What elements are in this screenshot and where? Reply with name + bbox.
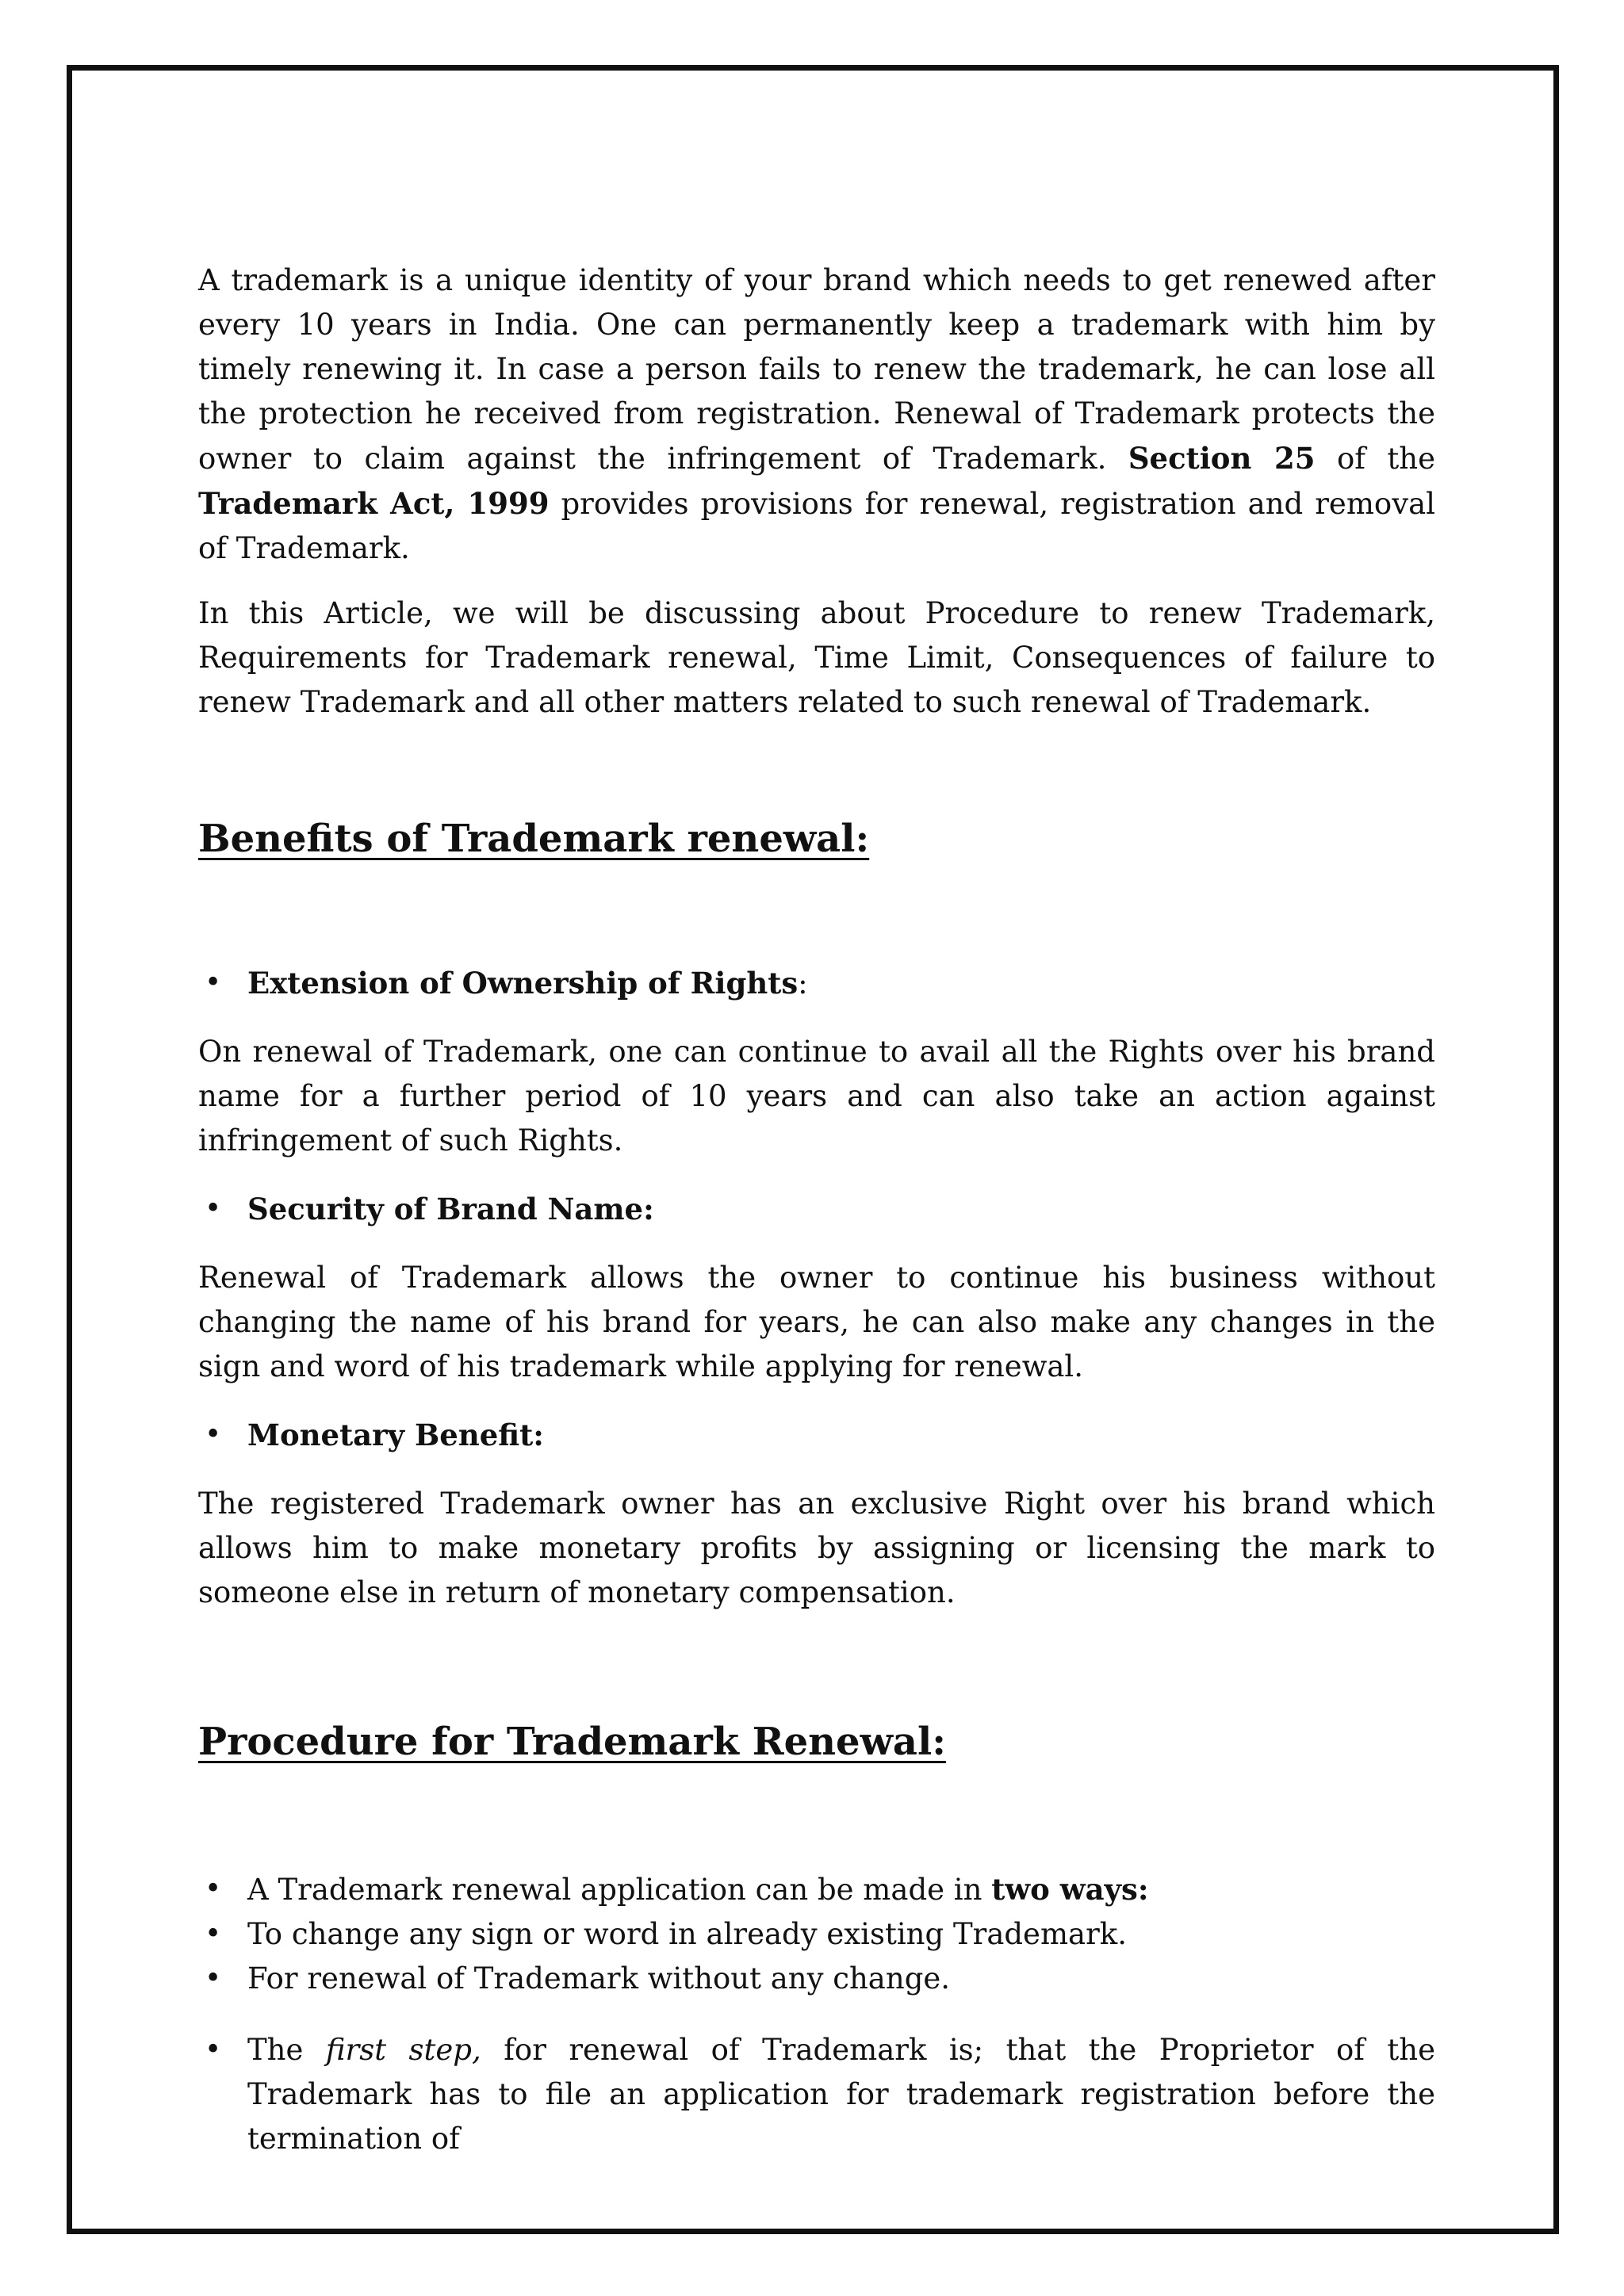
benefit-title-suffix: : bbox=[798, 966, 808, 1001]
procedure-item bbox=[198, 1867, 1435, 1912]
benefit-title: Security of Brand Name: bbox=[247, 1192, 654, 1226]
benefit-item-ownership bbox=[198, 961, 1435, 1006]
benefits-heading: Benefits of Trademark renewal: bbox=[198, 817, 870, 861]
procedure-text: for renewal of Trademark is; that the Proprietor of the Trademark has to file an application for trademark registration before the termination of bbox=[247, 2033, 1435, 2156]
benefit-description: Renewal of Trademark allows the owner to continue his business without changing the name of his brand for years, he can also make any changes in the sign and word of his trademark while applying for renewal. bbox=[198, 1261, 1435, 1383]
procedure-item: • For renewal of Trademark without any change. bbox=[198, 1957, 1435, 2001]
procedure-item bbox=[198, 2028, 1435, 2161]
intro-paragraph-1 bbox=[198, 258, 1435, 571]
benefit-item-security bbox=[198, 1187, 1435, 1232]
benefit-description: On renewal of Trademark, one can continue to avail all the Rights over his brand name for a further period of 10 years and can also take an action against infringement of such Rights. bbox=[198, 1035, 1435, 1158]
benefit-description: The registered Trademark owner has an exclusive Right over his brand which allows him to make monetary profits by assigning or licensing the mark to someone else in return of monetary compensation. bbox=[198, 1487, 1435, 1609]
procedure-text: The bbox=[247, 2033, 326, 2067]
procedure-heading: Procedure for Trademark Renewal: bbox=[198, 1720, 946, 1764]
document-body bbox=[198, 258, 1435, 2161]
benefit-item-monetary bbox=[198, 1413, 1435, 1458]
spacer bbox=[198, 2001, 1435, 2028]
intro-text: provides provisions for renewal, registration and removal of Trademark. bbox=[198, 487, 1435, 565]
procedure-emphasis: two ways: bbox=[991, 1872, 1149, 1907]
intro-text: of the bbox=[1315, 442, 1435, 476]
benefit-title: Extension of Ownership of Rights bbox=[247, 966, 799, 1001]
benefit-title: Monetary Benefit: bbox=[247, 1418, 544, 1452]
act-reference: Trademark Act, 1999 bbox=[198, 486, 550, 521]
procedure-item: • To change any sign or word in already existing Trademark. bbox=[198, 1912, 1435, 1957]
intro-paragraph-2: In this Article, we will be discussing about Procedure to renew Trademark, Requirements for Trademark renewal, Time Limit, Consequences of failure to renew Trademark and all other matters related to such renewal of Trademark. bbox=[198, 596, 1435, 719]
procedure-emphasis: first step, bbox=[325, 2033, 481, 2067]
section-reference: Section 25 bbox=[1128, 441, 1316, 476]
procedure-text: A Trademark renewal application can be made in bbox=[247, 1873, 992, 1907]
intro-text: A trademark is a unique identity of your brand which needs to get renewed after every 10 years in India. One can permanently keep a trademark with him by timely renewing it. In case a person fails to renew the trademark, he can lose all the protection he received from registration. Renewal of Trademark protects the owner to claim against the infringement of Trademark. bbox=[198, 263, 1435, 476]
